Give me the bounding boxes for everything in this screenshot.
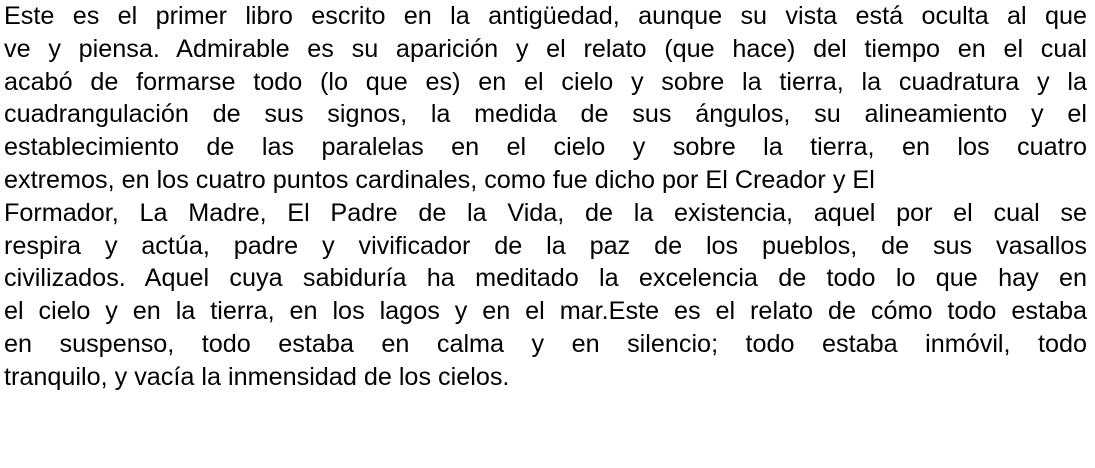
text-line: el cielo y en la tierra, en los lagos y en el mar.Este es el relato de cómo todo estaba: [4, 297, 1087, 326]
text-line: Formador, La Madre, El Padre de la Vida, de la existencia, aquel por el cual se: [4, 198, 1087, 227]
text-line: tranquilo, y vacía la inmensidad de los cielos.: [4, 362, 510, 391]
text-line: extremos, en los cuatro puntos cardinales, como fue dicho por El Creador y El: [4, 165, 875, 194]
text-line: respira y actúa, padre y vivificador de la paz de los pueblos, de sus vasallos: [4, 231, 1087, 260]
text-line: civilizados. Aquel cuya sabiduría ha meditado la excelencia de todo lo que hay en: [4, 264, 1087, 293]
text-line: establecimiento de las paralelas en el cielo y sobre la tierra, en los cuatro: [4, 133, 1087, 162]
text-line: acabó de formarse todo (lo que es) en el cielo y sobre la tierra, la cuadratura y la: [4, 67, 1087, 96]
paragraph: [4, 0, 1087, 394]
text-line: ve y piensa. Admirable es su aparición y el relato (que hace) del tiempo en el cual: [4, 34, 1087, 63]
text-line: Este es el primer libro escrito en la antigüedad, aunque su vista está oculta al que: [4, 2, 1087, 30]
text-line: cuadrangulación de sus signos, la medida de sus ángulos, su alineamiento y el: [4, 100, 1087, 129]
text-line: en suspenso, todo estaba en calma y en silencio; todo estaba inmóvil, todo: [4, 329, 1087, 358]
